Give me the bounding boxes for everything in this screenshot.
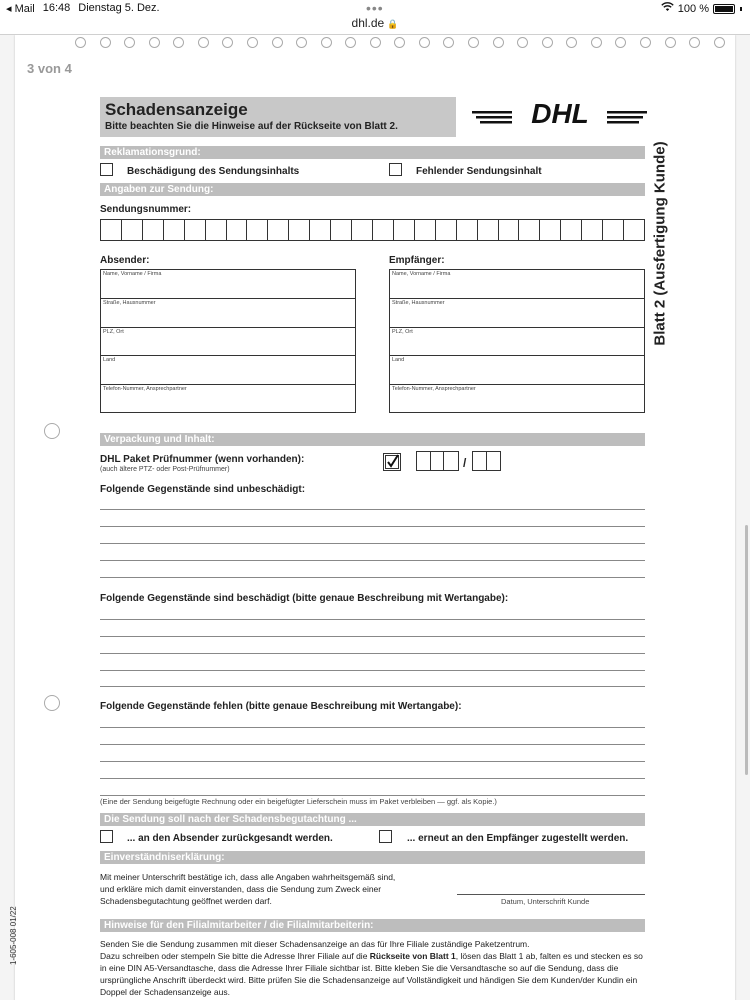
url-host: dhl.de — [351, 16, 385, 30]
redeliver-checkbox[interactable] — [379, 830, 392, 843]
form-title-box — [100, 97, 456, 137]
pruefnummer-note: (auch ältere PTZ- oder Post-Prüfnummer) — [100, 466, 230, 473]
section-verpackung: Verpackung und Inhalt: — [100, 433, 645, 446]
fehlen-label: Folgende Gegenstände fehlen (bitte genaue Beschreibung mit Wertangabe): — [100, 701, 462, 712]
section-einverstaendnis: Einverständniserklärung: — [100, 851, 645, 864]
write-line[interactable] — [100, 795, 645, 796]
punch-hole — [44, 423, 60, 439]
section-reklamation: Reklamationsgrund: — [100, 146, 645, 159]
sheet-label: Blatt 2 (Ausfertigung Kunde) — [651, 141, 669, 346]
absender-address-box[interactable] — [100, 269, 356, 413]
back-to-mail-link[interactable]: ◂ Mail — [6, 3, 35, 15]
unbeschaedigt-label: Folgende Gegenstände sind unbeschädigt: — [100, 484, 306, 495]
lock-icon: 🔒 — [387, 19, 399, 29]
damage-label: Beschädigung des Sendungsinhalts — [127, 166, 300, 177]
write-line[interactable] — [100, 670, 645, 671]
write-line[interactable] — [100, 636, 645, 637]
pruefnummer-separator: / — [463, 456, 467, 470]
damage-checkbox[interactable] — [100, 163, 113, 176]
write-line[interactable] — [100, 543, 645, 544]
pdf-page — [9, 35, 735, 1000]
beschaedigt-label: Folgende Gegenstände sind beschädigt (bitte genaue Beschreibung mit Wertangabe): — [100, 593, 509, 604]
section-begutachtung: Die Sendung soll nach der Schadensbegutachtung ... — [100, 813, 645, 826]
dhl-logo — [472, 97, 647, 127]
missing-checkbox[interactable] — [389, 163, 402, 176]
rechnung-note: (Eine der Sendung beigefügte Rechnung oder ein beigefügter Lieferschein muss im Paket verbleiben — ggf. als Kopie.) — [100, 797, 497, 806]
hinweise-paragraph-1: Senden Sie die Sendung zusammen mit dieser Schadensanzeige an das für Ihre Filiale zuständige Paketzentrum. — [100, 939, 530, 949]
battery-icon — [713, 4, 735, 14]
write-line[interactable] — [100, 727, 645, 728]
signature-line[interactable] — [457, 894, 645, 895]
sendungsnummer-label: Sendungsnummer: — [100, 204, 192, 215]
redeliver-label: ... erneut an den Empfänger zugestellt werden. — [407, 833, 629, 844]
checkmark-icon — [388, 455, 398, 466]
form-title: Schadensanzeige — [105, 100, 248, 119]
date: Dienstag 5. Dez. — [78, 2, 160, 14]
pruefnummer-checkbox[interactable] — [383, 453, 401, 471]
empfaenger-label: Empfänger: — [389, 255, 445, 266]
pdf-viewer[interactable] — [0, 34, 750, 1000]
hinweise-paragraph-2: Dazu schreiben oder stempeln Sie bitte die Adresse Ihrer Filiale auf die Rückseite von Blatt 1, lösen das Blatt 1 ab, falten es und stecken es so in eine DIN A5-Versandtasche, dass die Adresse Ihrer Filiale sichtbar ist. Bitte kleben Sie die Versandtasche so auf die Sendung, dass die ursprüngliche Anschrift überdeckt wird. Bitte prüfen Sie die Schadensanzeige auf Vollständigkeit und händigen Sie dem Kunden/der Kundin ein Doppel der Schadensanzeige aus. — [100, 951, 643, 997]
write-line[interactable] — [100, 577, 645, 578]
address-field[interactable]: Land — [390, 356, 644, 385]
address-field[interactable]: Straße, Hausnummer — [390, 299, 644, 328]
missing-label: Fehlender Sendungsinhalt — [416, 166, 542, 177]
write-line[interactable] — [100, 560, 645, 561]
write-line[interactable] — [100, 761, 645, 762]
pruefnummer-label: DHL Paket Prüfnummer (wenn vorhanden): — [100, 454, 305, 465]
write-line[interactable] — [100, 686, 645, 687]
address-field[interactable]: Name, Vorname / Firma — [101, 270, 355, 299]
logo-text: DHL — [531, 98, 589, 127]
address-field[interactable]: Telefon-Nummer, Ansprechpartner — [103, 386, 187, 393]
pruefnummer-input-b[interactable] — [472, 451, 501, 471]
pruefnummer-input-a[interactable] — [416, 451, 459, 471]
address-field[interactable]: PLZ, Ort — [101, 328, 355, 357]
address-field[interactable]: Name, Vorname / Firma — [390, 270, 644, 299]
write-line[interactable] — [100, 509, 645, 510]
address-field[interactable]: Land — [101, 356, 355, 385]
write-line[interactable] — [100, 526, 645, 527]
battery-percent: 100 % — [677, 2, 709, 15]
address-field[interactable]: PLZ, Ort — [390, 328, 644, 357]
write-line[interactable] — [100, 619, 645, 620]
absender-label: Absender: — [100, 255, 150, 266]
return-to-sender-label: ... an den Absender zurückgesandt werden. — [127, 833, 333, 844]
scrollbar-thumb[interactable] — [745, 525, 748, 775]
section-hinweise: Hinweise für den Filialmitarbeiter / die Filialmitarbeiterin: — [100, 919, 645, 932]
empfaenger-address-box[interactable] — [389, 269, 645, 413]
punch-hole — [44, 695, 60, 711]
return-to-sender-checkbox[interactable] — [100, 830, 113, 843]
write-line[interactable] — [100, 778, 645, 779]
wifi-icon — [661, 2, 674, 15]
perforation — [75, 37, 725, 48]
address-field[interactable]: Straße, Hausnummer — [101, 299, 355, 328]
section-angaben: Angaben zur Sendung: — [100, 183, 645, 196]
clock: 16:48 — [42, 2, 71, 14]
sendungsnummer-input[interactable] — [100, 219, 645, 241]
write-line[interactable] — [100, 653, 645, 654]
einverstaendnis-text: Mit meiner Unterschrift bestätige ich, dass alle Angaben wahrheitsgemäß sind, und erkläre mich damit einverstanden, dass die Sendung zum Zweck einer Schadensbegutachtung geöffnet werden darf. — [100, 872, 396, 906]
signature-label: Datum, Unterschrift Kunde — [501, 897, 590, 906]
form-subtitle: Bitte beachten Sie die Hinweise auf der Rückseite von Blatt 2. — [105, 121, 398, 132]
address-field[interactable]: Telefon-Nummer, Ansprechpartner — [392, 386, 476, 393]
page-indicator: 3 von 4 — [27, 61, 72, 76]
address-bar[interactable] — [0, 16, 750, 34]
multitask-dots-icon[interactable]: ••• — [366, 0, 384, 16]
form-code: 1-605-008 01/22 — [9, 906, 18, 965]
write-line[interactable] — [100, 744, 645, 745]
hinweise-text — [100, 938, 648, 998]
